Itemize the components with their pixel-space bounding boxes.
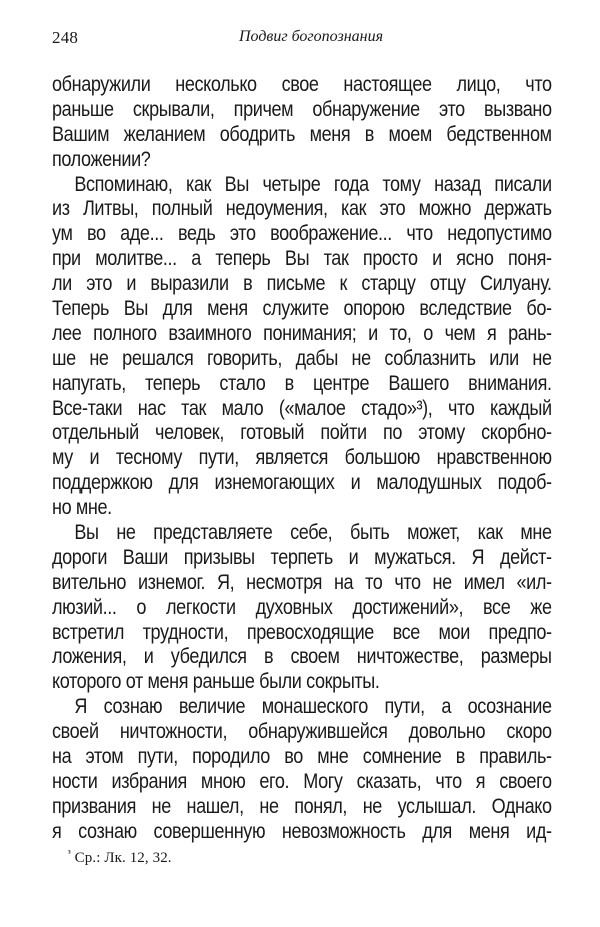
paragraph-end-line: которого от меня раньше были сокрыты.: [52, 670, 380, 694]
paragraph-end-line: но мне.: [52, 496, 112, 520]
footnote: [68, 848, 172, 867]
running-title: Подвиг богопознания: [238, 28, 384, 45]
text-line: ум во аде... ведь это воображение... что недопустимо: [52, 222, 552, 246]
text-line: своей ничтожности, обнаружившейся довольно скоро: [52, 720, 552, 744]
text-line: я сознаю совершенную невозможность для меня ид-: [52, 819, 552, 843]
text-line: обнаружили несколько свое настоящее лицо, что: [52, 73, 552, 96]
text-line: напугать, теперь стало в центре Вашего внимания.: [52, 371, 552, 395]
text-line: Теперь Вы для меня служите опорою вследствие бо-: [52, 297, 552, 321]
text-line: поддержкою для изнемогающих и малодушных подоб-: [52, 471, 552, 495]
text-line: ли это и выразили в письме к старцу отцу Силуану.: [52, 272, 552, 296]
text-line: из Литвы, полный недоумения, как это можно держать: [52, 197, 552, 221]
text-line: при молитве... а теперь Вы так просто и ясно поня-: [52, 247, 552, 271]
paragraph-start-line: Вспоминаю, как Вы четыре года тому назад писали: [74, 172, 552, 196]
paragraph-end-line: положении?: [52, 147, 151, 171]
text-line: дороги Ваши призывы терпеть и мужаться. Я дейст-: [52, 545, 552, 569]
text-line: вительно изнемог. Я, несмотря на то что не имел «ил-: [52, 570, 552, 594]
text-line: ности избрания мною его. Могу сказать, что я своего: [52, 769, 552, 793]
text-line: люзий... о легкости духовных достижений», все же: [52, 595, 552, 619]
text-line: отдельный человек, готовый пойти по этому скорбно-: [52, 421, 552, 445]
text-line: раньше скрывали, причем обнаружение это вызвано: [52, 97, 552, 121]
text-line: встретил трудности, превосходящие все мои предпо-: [52, 620, 552, 644]
text-line: ше не решался говорить, дабы не соблазнить или не: [52, 346, 552, 370]
footnote-text: Ср.: Лк. 12, 32.: [74, 850, 172, 866]
footnote-marker: ³: [68, 848, 71, 858]
paragraph-start-line: Я сознаю величие монашеского пути, а осознание: [74, 695, 552, 719]
text-line: призвания не нашел, не понял, не услышал. Однако: [52, 794, 552, 818]
text-line: на этом пути, породило во мне сомнение в правиль-: [52, 745, 552, 769]
text-line: Вашим желанием ободрить меня в моем бедственном: [52, 122, 552, 146]
text-line: му и тесному пути, является большою нравственною: [52, 446, 552, 470]
text-line: ложения, и убедился в своем ничтожестве, размеры: [52, 645, 552, 669]
page-number: 248: [52, 28, 79, 47]
paragraph-start-line: Вы не представляете себе, быть может, как мне: [74, 521, 552, 545]
text-line: лее полного взаимного понимания; и то, о чем я рань-: [52, 321, 552, 345]
page-header: [52, 28, 550, 50]
footnote-reference-line: Все-таки нас так мало («малое стадо»³), что каждый: [52, 396, 552, 420]
body-text: [52, 73, 552, 845]
